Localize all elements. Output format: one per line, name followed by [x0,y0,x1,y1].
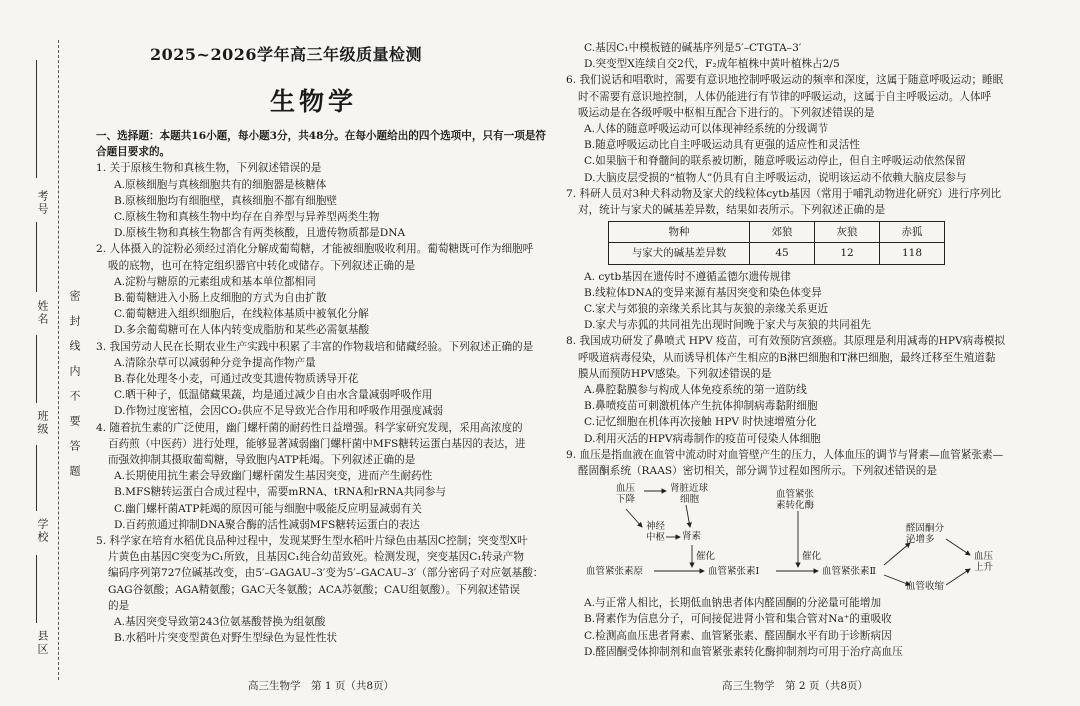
ald-text-1: 醛固酮分 [906,523,945,535]
q4-option-b: B.MFS糖转运蛋白合成过程中，需要mRNA、tRNA和rRNA共同参与 [114,486,446,499]
q4-option-c: C.幽门螺杆菌ATP耗竭的原因可能与细胞中吸能反应明显减弱有关 [114,502,422,515]
school-label: 学校 [36,518,49,544]
q1-option-c: C.原核生物和真核生物中均存在自养型与异养型两类生物 [114,211,380,224]
subject-title: 生物学 [270,87,358,116]
right-page [566,40,1018,660]
q3-option-b: B.春化处理冬小麦，可通过改变其遗传物质诱导开花 [114,373,359,386]
q6-stem-3: 吸运动是在各级呼吸中枢相互配合下进行的。下列叙述错误的是 [578,106,875,119]
class-line [36,335,37,403]
seal-dashed-line [58,40,59,680]
q7-stem-2: 对，统计与家犬的碱基差异数，结果如表所示。下列叙述正确的是 [578,204,886,217]
jgc-text-2: 细胞 [680,494,700,506]
q6-option-a: A.人体的随意呼吸运动可以体现神经系统的分级调节 [584,123,829,136]
county-line [36,555,37,623]
q2-stem-2: 吸的底物，也可在特定组织器官中转化或储存。下列叙述正确的是 [108,259,416,272]
angiotensin-1-label: 血管紧张素Ⅰ [708,566,760,578]
q3-option-c: C.晒干种子，低温储藏果蔬，均是通过减少自由水含量减弱呼吸作用 [114,389,433,402]
table-header-coyote: 郊狼 [750,222,815,243]
q5-option-d: D.突变型X连续自交2代，F₂成年植株中黄叶植株占2/5 [584,58,840,71]
q9-option-b: B.肾素作为信息分子，可间接促进肾小管和集合管对Na⁺的重吸收 [584,613,892,626]
q6-option-b: B.随意呼吸运动比自主呼吸运动具有更强的适应性和灵活性 [584,139,860,152]
q3-option-a: A.清除杂草可以减弱种分竞争提高作物产量 [114,356,316,369]
q1-stem: 1. 关于原核生物和真核生物，下列叙述错误的是 [96,162,322,175]
q9-stem-1: 9. 血压是指血液在血管中流动时对血管壁产生的压力，人体血压的调节与肾素—血管紧张素— [566,448,1004,461]
jgc-label [670,483,708,505]
aldosterone-label [906,523,944,545]
q4-stem-1: 4. 随着抗生素的广泛使用，幽门螺杆菌的耐药性日益增强。科学家研究发现，采用高浓度的 [96,421,523,434]
q5-stem-4: GAG谷氨酸；AGA精氨酸；GAC天冬氨酸；ACA苏氨酸；CAU组氨酸）。下列叙述错误 [108,583,520,596]
neural-center-label [646,521,665,543]
exam-no-label: 考号 [36,190,49,216]
neural-text-2: 中枢 [646,532,666,544]
q6-stem-2: 时不需要有意识地控制，人体仍能进行有节律的呼吸运动，这属于自主呼吸运动。人体呼 [578,90,992,103]
q7-option-b: B.线粒体DNA的变异来源有基因突变和染色体变异 [584,286,822,299]
section-heading: 一、选择题：本题共16小题，每小题3分，共48分。在每小题给出的四个选项中，只有一项是符合题目要求的。 [96,130,547,159]
q1-option-a: A.原核细胞与真核细胞共有的细胞器是核糖体 [114,178,327,191]
neural-text-1: 神经 [646,521,666,533]
q9-option-d: D.醛固酮受体抑制剂和血管紧张素转化酶抑制剂均可用于治疗高血压 [584,645,903,658]
name-label: 姓名 [36,300,49,326]
table-row [609,222,945,243]
right-page-footer: 高三生物学 第 2 页（共8页） [722,680,869,692]
left-page-footer: 高三生物学 第 1 页（共8页） [248,680,395,692]
q2-stem-1: 2. 人体摄入的淀粉必须经过消化分解成葡萄糖，才能被细胞吸收利用。葡萄糖既可作为细胞呼 [96,243,534,256]
q4-stem-3: 而强效抑制其摄取葡萄糖，导致胞内ATP耗竭。下列叙述正确的是 [108,454,416,467]
table-header-species: 物种 [609,222,750,243]
name-line [36,222,37,292]
q8-option-d: D.利用灭活的HPV病毒制作的疫苗可侵染人体细胞 [584,432,821,445]
q7-table [608,221,945,264]
ald-text-2: 泌增多 [906,534,935,546]
q4-option-d: D.百药煎通过抑制DNA聚合酶的活性减弱MFS糖转运蛋白的表达 [114,518,421,531]
q3-option-d: D.作物过度密植，会因CO₂供应不足导致光合作用和呼吸作用强度减弱 [114,405,444,418]
q5-stem-1: 5. 科学家在培育水稻优良品种过程中，发现某野生型水稻叶片绿色由基因C控制；突变型X叶 [96,535,528,548]
q5-stem-5: 的是 [108,599,130,612]
jgc-text-1: 肾脏近球 [670,483,709,495]
raas-diagram [566,481,1018,593]
table-row [609,243,945,264]
q7-option-d: D.家犬与赤狐的共同祖先出现时间晚于家犬与灰狼的共同祖先 [584,319,871,332]
q8-stem-3: 膜从而预防HPV感染。下列叙述错误的是 [578,367,772,380]
angiotensin-2-label: 血管紧张素Ⅱ [822,566,876,578]
q5-option-c: C.基因C₁中模板链的碱基序列是5′–CTGTA–3′ [584,42,802,54]
seal-warning: 密封线内不要答题 [68,290,81,490]
left-page [96,128,554,647]
bp-down-label [616,483,635,505]
q9-option-c: C.检测高血压患者肾素、血管紧张素、醛固酮水平有助于诊断病因 [584,629,892,642]
q8-stem-1: 8. 我国成功研发了鼻喷式 HPV 疫苗，可有效预防宫颈癌。其原理是利用减毒的HPV病毒模拟 [566,335,1006,348]
q1-option-d: D.原核生物和真核生物都含有两类核酸，且遗传物质都是DNA [114,227,406,240]
q6-option-d: D.大脑皮层受损的“植物人”仍具有自主呼吸运动，说明该运动不依赖大脑皮层参与 [584,171,967,184]
bp-down-text-1: 血压 [616,483,636,495]
table-cell-coyote: 45 [750,243,815,264]
q7-stem-1: 7. 科研人员对3种犬科动物及家犬的线粒体cytb基因（常用于哺乳动物进化研究）进行序列比 [566,187,1002,200]
q7-option-a: A. cytb基因在遗传时不遵循孟德尔遗传规律 [584,270,791,283]
ace-label [776,489,814,511]
angiotensinogen-label: 血管紧张素原 [586,566,644,578]
vasoconstriction-label: 血管收缩 [906,581,945,593]
q9-stem-2: 醛固酮系统（RAAS）密切相关，部分调节过程如图所示。下列叙述错误的是 [578,465,937,478]
county-label: 县区 [36,630,49,656]
table-cell-red-fox: 118 [880,243,945,264]
q3-stem: 3. 我国劳动人民在长期农业生产实践中积累了丰富的作物栽培和储藏经验。下列叙述正确的是 [96,340,534,353]
bp-up-text-2: 上升 [974,562,994,574]
q8-stem-2: 呼吸道病毒侵染，从而诱导机体产生相应的B淋巴细胞和T淋巴细胞，最终迁移至生殖道黏 [578,351,996,364]
table-header-red-fox: 赤狐 [880,222,945,243]
table-header-gray-wolf: 灰狼 [815,222,880,243]
table-row-label: 与家犬的碱基差异数 [609,243,750,264]
q6-option-c: C.如果脑干和脊髓间的联系被切断，随意呼吸运动停止，但自主呼吸运动依然保留 [584,155,966,168]
ace-text-2: 素转化酶 [776,500,815,512]
renin-label: 肾素 [682,531,702,543]
q5-option-a: A.基因突变导致第243位氨基酸替换为组氨酸 [114,616,326,629]
exam-no-line [36,60,37,178]
class-label: 班级 [36,410,49,436]
q5-option-b: B.水稻叶片突变型黄色对野生型绿色为显性性状 [114,632,338,645]
bp-up-label [974,551,993,573]
q2-option-c: C.葡萄糖进入组织细胞后，在线粒体基质中被氧化分解 [114,308,369,321]
q8-option-c: C.记忆细胞在机体再次接触 HPV 时快速增殖分化 [584,416,817,429]
q8-option-b: B.鼻喷疫苗可刺激机体产生抗体抑制病毒黏附细胞 [584,400,818,413]
q6-stem-1: 6. 我们说话和唱歌时，需要有意识地控制呼吸运动的频率和深度，这属于随意呼吸运动；睡眠 [566,74,1004,87]
q1-option-b: B.原核细胞均有细胞壁，真核细胞不都有细胞壁 [114,194,338,207]
bp-down-text-2: 下降 [616,494,636,506]
q2-option-b: B.葡萄糖进入小肠上皮细胞的方式为自由扩散 [114,292,327,305]
q5-stem-3: 编码序列第727位碱基改变，由5′–GAGAU–3′变为5′–GACAU–3′（部分密码子对应氨基酸： [108,567,544,580]
bp-up-text-1: 血压 [974,551,994,563]
q9-option-a: A.与正常人相比，长期低血钠患者体内醛固酮的分泌量可能增加 [584,597,882,610]
q5-stem-2: 片黄色由基因C突变为C₁所致，且基因C₁纯合幼苗致死。检测发现，突变基因C₁转录产物 [108,551,524,564]
table-cell-gray-wolf: 12 [815,243,880,264]
q4-option-a: A.长期使用抗生素会导致幽门螺杆菌发生基因突变，进而产生耐药性 [114,470,433,483]
exam-title: 2025~2026学年高三年级质量检测 [150,45,422,64]
q7-option-c: C.家犬与郊狼的亲缘关系比其与灰狼的亲缘关系更近 [584,303,829,316]
school-line [36,445,37,511]
q4-stem-2: 百药煎（中医药）进行处理，能够显著减弱幽门螺杆菌中MFS糖转运蛋白基因的表达，进 [108,437,526,450]
catalyze-label-1: 催化 [696,551,716,563]
binding-margin [0,0,88,706]
q2-option-d: D.多余葡萄糖可在人体内转变成脂肪和某些必需氨基酸 [114,324,370,337]
q8-option-a: A.鼻腔黏膜参与构成人体免疫系统的第一道防线 [584,384,807,397]
catalyze-label-2: 催化 [802,551,822,563]
q2-option-a: A.淀粉与糖原的元素组成和基本单位都相同 [114,275,316,288]
ace-text-1: 血管紧张 [776,489,815,501]
